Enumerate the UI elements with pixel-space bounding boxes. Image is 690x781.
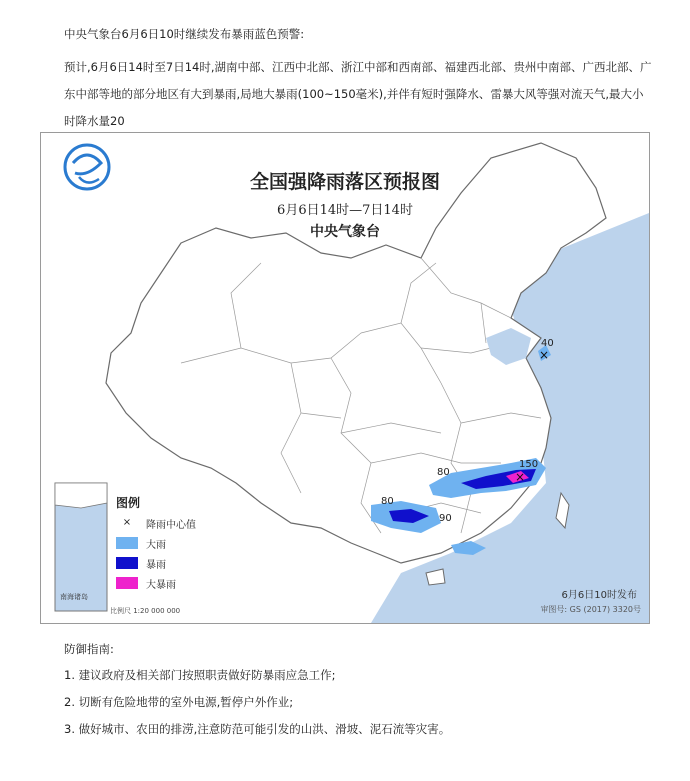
legend-label: 大雨 [146, 540, 166, 551]
rain-value-label: 80 [381, 496, 394, 507]
guide-title: 防御指南: [64, 642, 114, 656]
bulletin-body-text: 预计,6月6日14时至7日14时,湖南中部、江西中北部、浙江中部和西南部、福建西北部、贵州中南部、广西北部、广东中部等地的部分地区有大到暴雨,局地大暴雨(100~150毫米),并伴有短时强降水、雷暴大风等强对流天气,最大小时降水量20 [64, 60, 652, 128]
rain-center-marker: × [515, 470, 526, 484]
rain-value-label: 150 [519, 459, 539, 470]
map-legend [108, 490, 278, 610]
map-scale: 比例尺 1:20 000 000 [110, 607, 181, 615]
cross-icon: × [122, 517, 132, 528]
legend-label: 暴雨 [146, 560, 166, 571]
rain-value-label: 80 [437, 467, 450, 478]
map-title: 全国强降雨落区预报图 [249, 171, 440, 193]
approval-number: 审图号: GS (2017) 3320号 [540, 605, 641, 614]
map-period: 6月6日14时—7日14时 [277, 203, 413, 218]
inset-label: 南海诸岛 [60, 593, 88, 601]
guide-item: 2. 切断有危险地带的室外电源,暂停户外作业; [64, 695, 294, 709]
guide-item: 1. 建议政府及相关部门按照职责做好防暴雨应急工作; [64, 668, 336, 682]
map-agency: 中央气象台 [310, 224, 380, 240]
bulletin-headline: 中央气象台6月6日10时继续发布暴雨蓝色预警: [64, 27, 305, 41]
issued-time: 6月6日10时发布 [561, 590, 637, 601]
rainstorm-swatch [116, 557, 138, 569]
extreme-rain-swatch [116, 577, 138, 589]
legend-title: 图例 [116, 496, 141, 510]
rain-center-marker: × [539, 348, 550, 362]
legend-label: 大暴雨 [146, 580, 176, 591]
legend-label: 降雨中心值 [146, 520, 196, 531]
heavy-rain-swatch [116, 537, 138, 549]
rain-value-label: 40 [541, 338, 554, 349]
guide-item: 3. 做好城市、农田的排涝,注意防范可能引发的山洪、滑坡、泥石流等灾害。 [64, 722, 451, 736]
rain-value-label: 90 [439, 513, 452, 524]
inset-land [55, 483, 107, 508]
